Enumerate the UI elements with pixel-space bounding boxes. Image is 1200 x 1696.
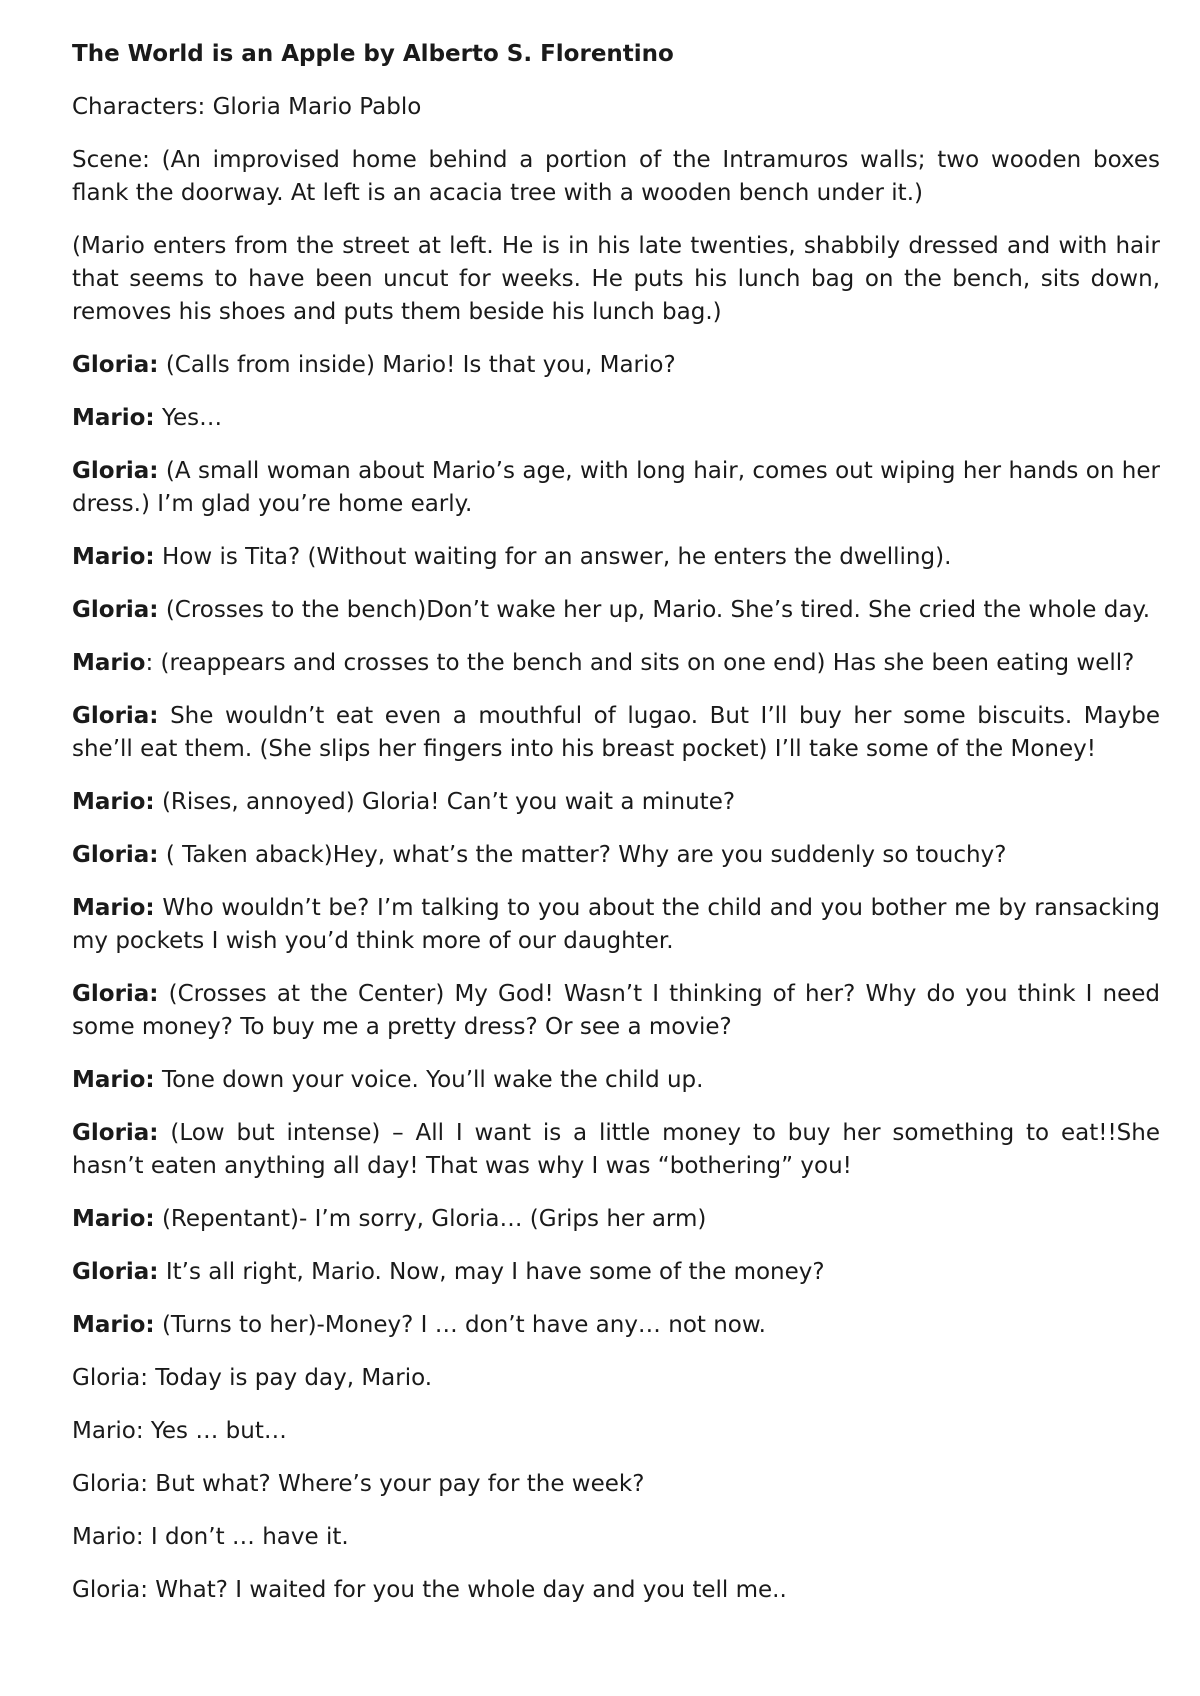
dialogue-line-plain: Gloria: But what? Where’s your pay for the week? — [72, 1471, 645, 1497]
dialogue-line-plain: Gloria: Today is pay day, Mario. — [72, 1365, 433, 1391]
dialogue-line-plain: Mario: Yes … but… — [72, 1418, 287, 1444]
document-page — [72, 38, 1160, 1627]
dialogue-line — [72, 1064, 1160, 1097]
scene-description: Scene: (An improvised home behind a portion of the Intramuros walls; two wooden boxes flank the doorway. At left is an acacia tree with a wooden bench under it.) — [72, 147, 1160, 206]
dialogue-text: (Calls from inside) Mario! Is that you, Mario? — [158, 352, 676, 378]
dialogue-line — [72, 541, 1160, 574]
dialogue-text: (Low but intense) – All I want is a little money to buy her something to eat!!She hasn’t eaten anything all day! That was why I was “bothering” you! — [72, 1120, 1160, 1179]
dialogue-line-plain: Mario: I don’t … have it. — [72, 1524, 349, 1550]
dialogue-line — [72, 786, 1160, 819]
dialogue-text: (A small woman about Mario’s age, with long hair, comes out wiping her hands on her dress.) I’m glad you’re home early. — [72, 458, 1160, 517]
stage-direction: (Mario enters from the street at left. He is in his late twenties, shabbily dressed and with hair that seems to have been uncut for weeks. He puts his lunch bag on the bench, sits down, removes his shoes and puts them beside his lunch bag.) — [72, 233, 1160, 325]
dialogue-line — [72, 892, 1160, 958]
dialogue-text: How is Tita? (Without waiting for an answer, he enters the dwelling). — [154, 544, 952, 570]
dialogue-line — [72, 402, 1160, 435]
dialogue-line — [72, 1309, 1160, 1342]
dialogue-line — [72, 839, 1160, 872]
speaker-name: Mario: — [72, 1312, 155, 1338]
speaker-name: Gloria: — [72, 981, 159, 1007]
dialogue-text: Who wouldn’t be? I’m talking to you about the child and you bother me by ransacking my pockets I wish you’d think more of our daughter. — [72, 895, 1160, 954]
speaker-name: Mario: — [72, 544, 155, 570]
dialogue-text: (Crosses at the Center) My God! Wasn’t I thinking of her? Why do you think I need some money? To buy me a pretty dress? Or see a movie? — [72, 981, 1160, 1040]
dialogue-text: (Rises, annoyed) Gloria! Can’t you wait a minute? — [154, 789, 736, 815]
dialogue-text: : (reappears and crosses to the bench and sits on one end) Has she been eating well? — [145, 650, 1135, 676]
speaker-name: Mario: — [72, 789, 155, 815]
dialogue-text: It’s all right, Mario. Now, may I have some of the money? — [158, 1259, 825, 1285]
dialogue-text: Tone down your voice. You’ll wake the child up. — [154, 1067, 704, 1093]
dialogue-line — [72, 594, 1160, 627]
speaker-name: Mario: — [72, 895, 155, 921]
characters-line: Characters: Gloria Mario Pablo — [72, 94, 422, 120]
dialogue-line — [72, 1117, 1160, 1183]
dialogue-text: (Turns to her)-Money? I … don’t have any… not now. — [154, 1312, 766, 1338]
dialogue-line-plain: Gloria: What? I waited for you the whole day and you tell me.. — [72, 1577, 787, 1603]
dialogue-text: ( Taken aback)Hey, what’s the matter? Why are you suddenly so touchy? — [158, 842, 1007, 868]
dialogue-line — [72, 1203, 1160, 1236]
speaker-name: Mario — [72, 650, 146, 676]
dialogue-line — [72, 700, 1160, 766]
dialogue-text: She wouldn’t eat even a mouthful of lugao. But I’ll buy her some biscuits. Maybe she’ll eat them. (She slips her fingers into his breast pocket) I’ll take some of the Money! — [72, 703, 1160, 762]
dialogue-line — [72, 647, 1160, 680]
dialogue-line — [72, 1256, 1160, 1289]
dialogue-line — [72, 349, 1160, 382]
speaker-name: Gloria: — [72, 1120, 159, 1146]
dialogue-text: (Crosses to the bench)Don’t wake her up, Mario. She’s tired. She cried the whole day. — [158, 597, 1151, 623]
speaker-name: Gloria: — [72, 703, 159, 729]
speaker-name: Mario: — [72, 1206, 155, 1232]
document-title: The World is an Apple by Alberto S. Florentino — [72, 41, 674, 67]
dialogue-line — [72, 455, 1160, 521]
dialogue-text: Yes… — [154, 405, 223, 431]
speaker-name: Gloria: — [72, 597, 159, 623]
dialogue-text: (Repentant)- I’m sorry, Gloria… (Grips her arm) — [154, 1206, 707, 1232]
dialogue-line — [72, 978, 1160, 1044]
speaker-name: Mario: — [72, 1067, 155, 1093]
speaker-name: Mario: — [72, 405, 155, 431]
speaker-name: Gloria: — [72, 1259, 159, 1285]
speaker-name: Gloria: — [72, 352, 159, 378]
speaker-name: Gloria: — [72, 458, 159, 484]
speaker-name: Gloria: — [72, 842, 159, 868]
